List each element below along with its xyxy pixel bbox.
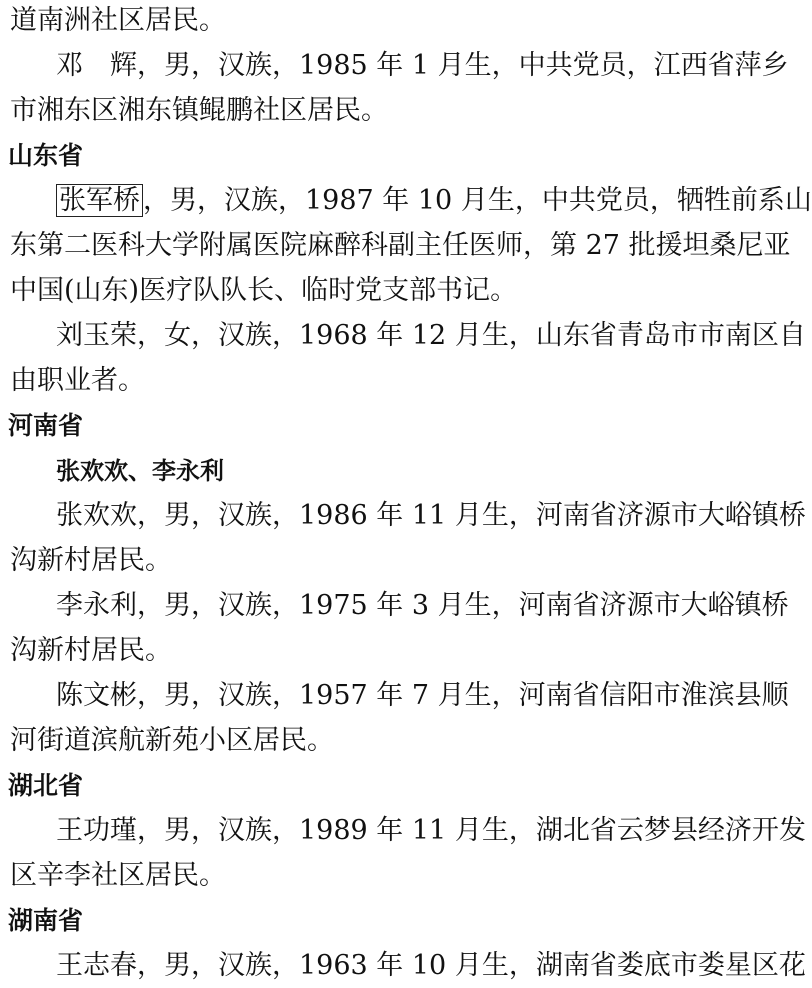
text-line: 市湘东区湘东镇鲲鹏社区居民。 [10,95,388,126]
text-line: 河街道滨航新苑小区居民。 [10,725,334,756]
text-line: 道南洲社区居民。 [10,5,226,36]
text-line: 中国(山东)医疗队队长、临时党支部书记。 [10,275,518,306]
text-line: 李永利，男，汉族，1975 年 3 月生，河南省济源市大峪镇桥 [56,590,789,621]
section-heading-hubei: 湖北省 [8,771,84,800]
section-heading-shandong: 山东省 [8,141,84,170]
text-line: 张欢欢，男，汉族，1986 年 11 月生，河南省济源市大峪镇桥 [56,500,806,531]
text-line: 区辛李社区居民。 [10,860,226,891]
text-line: 邓 辉，男，汉族，1985 年 1 月生，中共党员，江西省萍乡 [56,50,789,81]
text-line: 东第二医科大学附属医院麻醉科副主任医师，第 27 批援坦桑尼亚 [10,230,791,261]
text-line: 沟新村居民。 [10,635,172,666]
text-line: 刘玉荣，女，汉族，1968 年 12 月生，山东省青岛市市南区自 [56,320,806,351]
text-line: 由职业者。 [10,365,145,396]
text-segment: ，男，汉族，1987 年 10 月生，中共党员，牺牲前系山 [143,185,812,216]
group-subheading: 张欢欢、李永利 [56,457,224,485]
section-heading-henan: 河南省 [8,411,84,440]
text-line: 王功瑾，男，汉族，1989 年 11 月生，湖北省云梦县经济开发 [56,815,806,846]
section-heading-hunan: 湖南省 [8,906,84,935]
boxed-name: 张军桥 [56,184,143,217]
text-line [56,183,812,219]
text-line: 王志春，男，汉族，1963 年 10 月生，湖南省娄底市娄星区花 [56,950,806,981]
text-line: 沟新村居民。 [10,545,172,576]
text-line: 陈文彬，男，汉族，1957 年 7 月生，河南省信阳市淮滨县顺 [56,680,789,711]
